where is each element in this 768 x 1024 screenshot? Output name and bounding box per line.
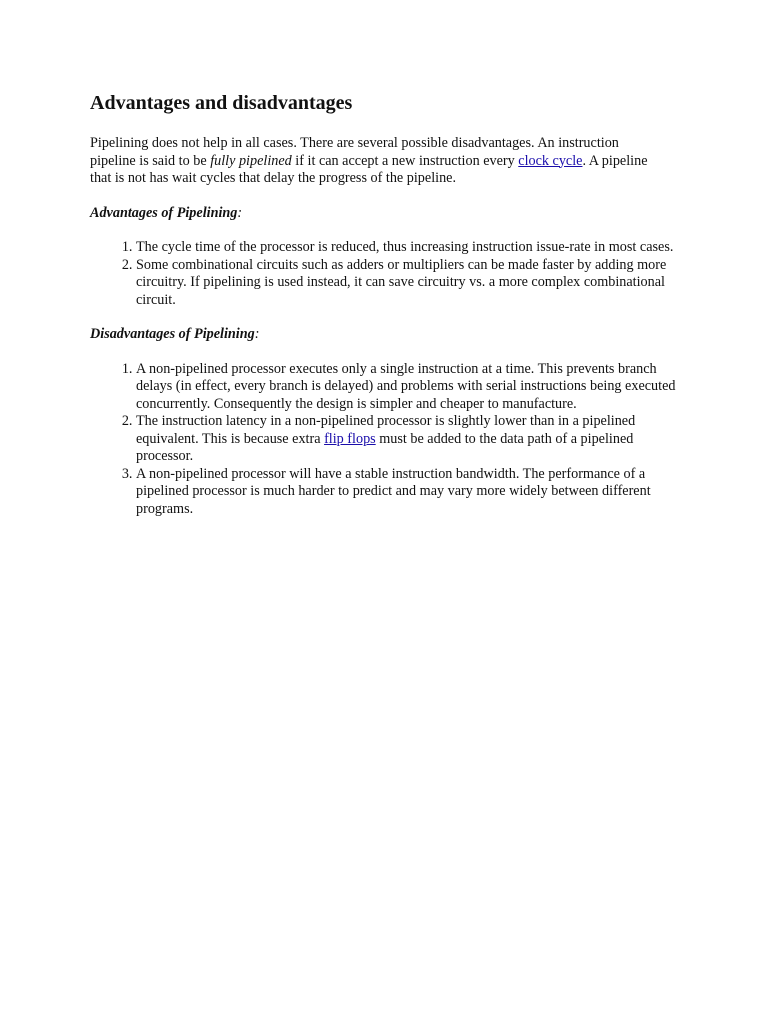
advantages-list-item: 2. Some combinational circuits such as adders or multipliers can be made faster by adding more circuitry. If pipelining is used instead, it can save circuitry vs. a more complex combinational circuit. <box>136 257 678 310</box>
page-title: Advantages and disadvantages <box>90 92 353 114</box>
disadvantages-list-item: 1. A non-pipelined processor executes only a single instruction at a time. This prevents branch delays (in effect, every branch is delayed) and problems with serial instructions being executed concurrently. Consequently the design is simpler and cheaper to manufacture. <box>136 361 678 414</box>
advantages-heading-colon: : <box>237 204 243 221</box>
disadvantage-2-text-1: The instruction latency in a non-pipelined processor is slightly lower than in a pipelined equivalent. This is because extra <box>136 413 636 447</box>
disadvantages-heading-colon: : <box>254 326 260 342</box>
intro-paragraph <box>90 135 660 188</box>
advantages-heading-text: Advantages of Pipelining <box>90 204 238 221</box>
intro-text-1: Pipelining does not help in all cases. There are several possible disadvantages. An instruction pipeline is said to be <box>90 135 619 169</box>
advantages-list-item: 1. The cycle time of the processor is reduced, thus increasing instruction issue-rate in most cases. <box>136 239 678 257</box>
disadvantage-2-text-2: must be added to the data path of a pipelined processor. <box>136 430 634 464</box>
disadvantages-list-item <box>136 413 678 466</box>
disadvantages-heading-text: Disadvantages of Pipelining <box>90 326 255 342</box>
disadvantages-list <box>90 361 678 519</box>
intro-text-3: . A pipeline that is not has wait cycles that delay the progress of the pipeline. <box>90 152 648 186</box>
disadvantages-list-item: 3. A non-pipelined processor will have a stable instruction bandwidth. The performance of a pipelined processor is much harder to predict and may vary more widely between different programs. <box>136 466 678 519</box>
disadvantages-heading <box>90 326 678 344</box>
advantages-list <box>90 239 678 309</box>
flip-flops-link[interactable]: flip flops <box>324 430 376 447</box>
clock-cycle-link[interactable]: clock cycle <box>518 152 583 169</box>
advantages-heading <box>90 205 678 223</box>
intro-emphasis: fully pipelined <box>210 152 292 169</box>
intro-text-2: if it can accept a new instruction every <box>291 152 519 169</box>
